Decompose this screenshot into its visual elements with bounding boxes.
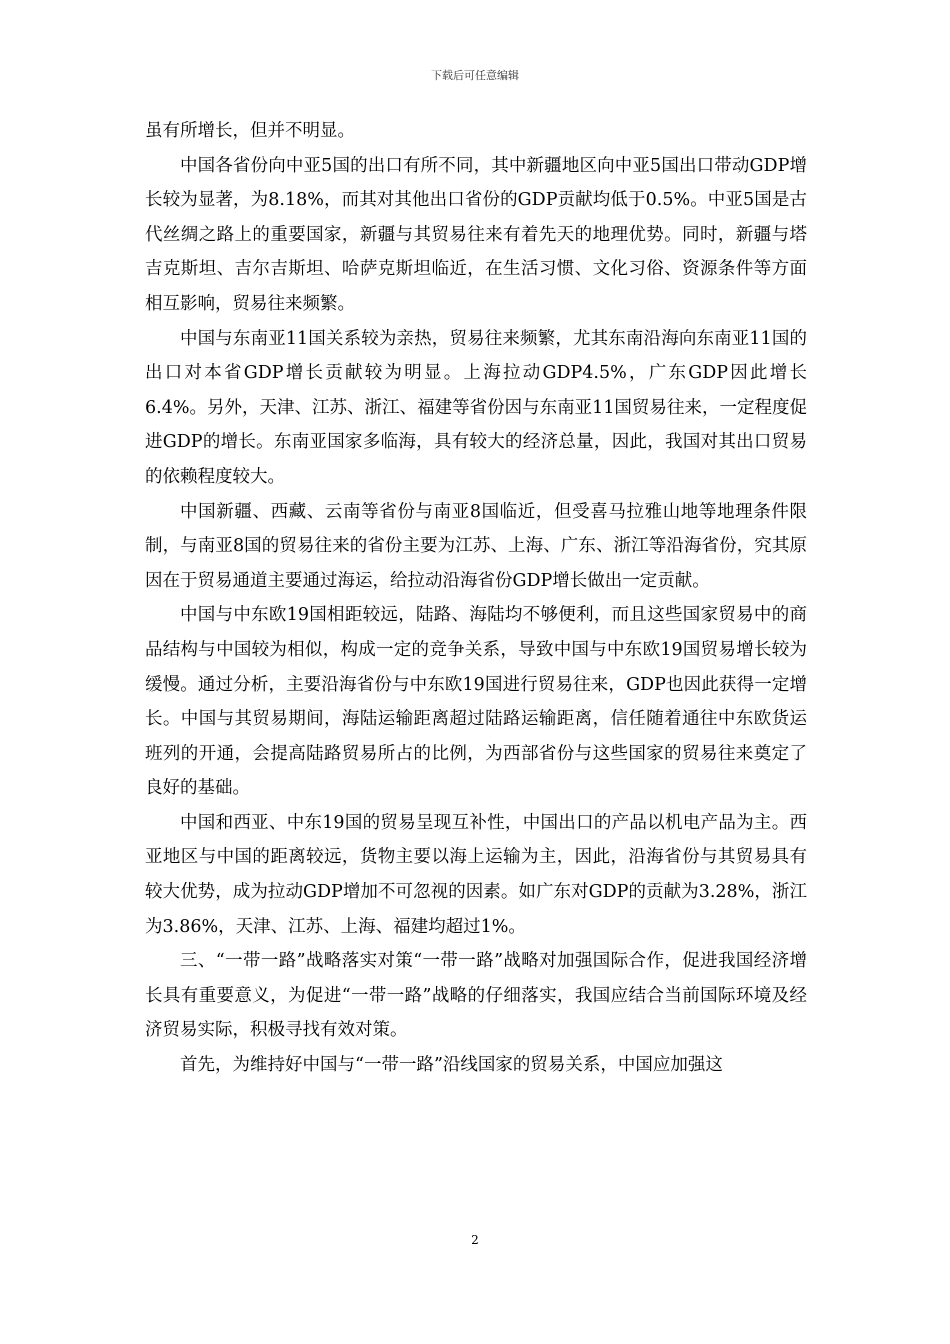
paragraph-south-asia: 中国新疆、西藏、云南等省份与南亚8国临近，但受喜马拉雅山地等地理条件限制，与南亚8国的贸易往来的省份主要为江苏、上海、广东、浙江等沿海省份，究其原因在于贸易通道主要通过海运，给拉动沿海省份GDP增长做出一定贡献。 — [145, 501, 807, 591]
paragraph-central-asia: 中国各省份向中亚5国的出口有所不同，其中新疆地区向中亚5国出口带动GDP增长较为显著，为8.18%，而其对其他出口省份的GDP贡献均低于0.5%。中亚5国是古代丝绸之路上的重要国家，新疆与其贸易往来有着先天的地理优势。同时，新疆与塔吉克斯坦、吉尔吉斯坦、哈萨克斯坦临近，在生活习惯、文化习俗、资源条件等方面相互影响，贸易往来频繁。 — [145, 155, 807, 314]
paragraph-west-asia-middle-east: 中国和西亚、中东19国的贸易呈现互补性，中国出口的产品以机电产品为主。西亚地区与中国的距离较远，货物主要以海上运输为主，因此，沿海省份与其贸易具有较大优势，成为拉动GDP增加不可忽视的因素。如广东对GDP的贡献为3.28%，浙江为3.86%，天津、江苏、上海、福建均超过1%。 — [145, 812, 807, 937]
paragraph-central-eastern-europe: 中国与中东欧19国相距较远，陆路、海陆均不够便利，而且这些国家贸易中的商品结构与中国较为相似，构成一定的竞争关系，导致中国与中东欧19国贸易增长较为缓慢。通过分析，主要沿海省份与中东欧19国进行贸易往来，GDP也因此获得一定增长。中国与其贸易期间，海陆运输距离超过陆路运输距离，信任随着通往中东欧货运班列的开通，会提高陆路贸易所占的比例，为西部省份与这些国家的贸易往来奠定了良好的基础。 — [145, 605, 807, 799]
paragraph-continuation: 虽有所增长，但并不明显。 — [145, 121, 355, 141]
page-number: 2 — [471, 1233, 479, 1247]
paragraph-section-three: 三、“一带一路”战略落实对策“一带一路”战略对加强国际合作，促进我国经济增长具有重要意义，为促进“一带一路”战略的仔细落实，我国应结合当前国际环境及经济贸易实际，积极寻找有效对策。 — [145, 951, 807, 1041]
document-body — [145, 114, 807, 1083]
paragraph-firstly: 首先，为维持好中国与“一带一路”沿线国家的贸易关系，中国应加强这 — [180, 1055, 723, 1076]
page-header: 下载后可任意编辑 — [431, 69, 519, 82]
paragraph-southeast-asia: 中国与东南亚11国关系较为亲热，贸易往来频繁，尤其东南沿海向东南亚11国的出口对本省GDP增长贡献较为明显。上海拉动GDP4.5%，广东GDP因此增长6.4%。另外，天津、江苏、浙江、福建等省份因与东南亚11国贸易往来，一定程度促进GDP的增长。东南亚国家多临海，具有较大的经济总量，因此，我国对其出口贸易的依赖程度较大。 — [145, 328, 807, 487]
